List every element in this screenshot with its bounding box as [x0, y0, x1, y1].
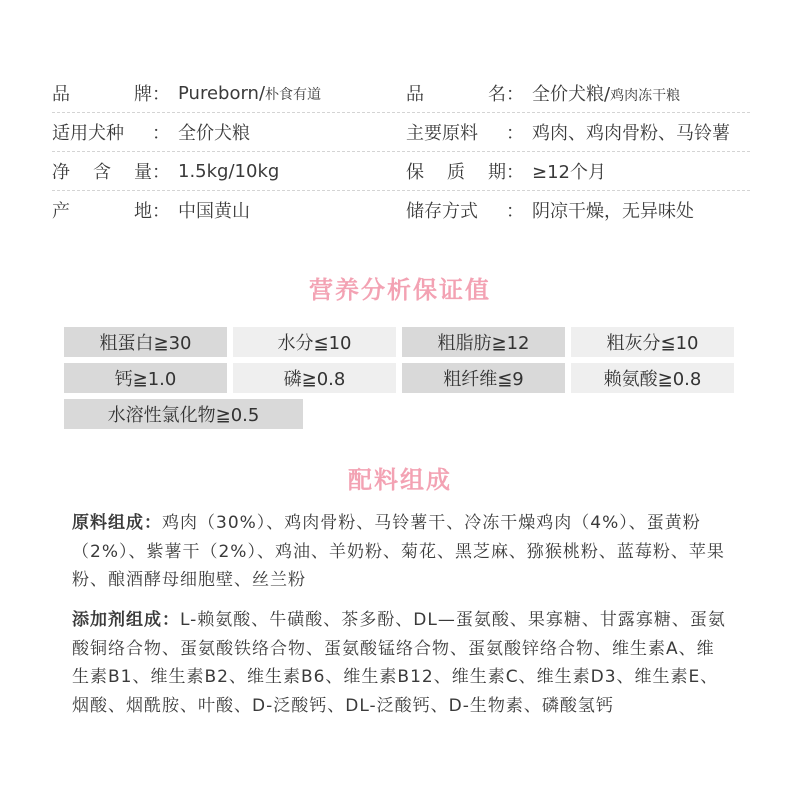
- info-value: [178, 83, 321, 104]
- info-cell-shelf-life: [406, 158, 750, 184]
- label-char: 期: [488, 162, 506, 183]
- info-cell-storage: [406, 197, 750, 223]
- info-label: [406, 197, 506, 223]
- nutrition-row: [64, 399, 736, 429]
- info-value: 全价犬粮: [178, 123, 250, 144]
- nutrition-row: [64, 327, 736, 357]
- label-char: 品: [406, 84, 424, 105]
- value-small-text: 朴食有道: [265, 86, 322, 103]
- info-row: [52, 113, 750, 152]
- additives-lead: 添加剂组成：: [72, 610, 180, 630]
- label-colon: ：: [152, 123, 170, 144]
- ingredients-text: 鸡肉（30%）、鸡肉骨粉、马铃薯干、冷冻干燥鸡肉（4%）、蛋黄粉（2%）、紫薯干（2%）、鸡油、羊奶粉、菊花、黑芝麻、猕猴桃粉、蓝莓粉、苹果粉、酿酒酵母细胞壁、丝兰粉: [72, 513, 725, 590]
- nutrition-cell: 磷≧0.8: [233, 363, 396, 393]
- info-cell-dog-type: [52, 119, 406, 145]
- nutrition-cell: 粗脂肪≧12: [402, 327, 565, 357]
- label-colon: ：: [152, 201, 170, 222]
- info-cell-product-name: [406, 80, 750, 106]
- ingredients-paragraph: [72, 509, 732, 595]
- ingredients-lead: 原料组成：: [72, 513, 162, 533]
- value-small-text: 鸡肉冻干粮: [610, 88, 681, 104]
- nutrition-cell: 粗灰分≦10: [571, 327, 734, 357]
- product-info-table: [52, 74, 750, 229]
- info-label: [406, 80, 506, 106]
- info-cell-origin: [52, 197, 406, 223]
- info-label: [52, 80, 152, 106]
- info-value: [532, 80, 680, 106]
- nutrition-cell: 钙≧1.0: [64, 363, 227, 393]
- info-value: 阴凉干燥，无异味处: [532, 201, 694, 222]
- value-text: 全价犬粮/: [532, 84, 611, 105]
- nutrition-cell: 粗蛋白≧30: [64, 327, 227, 357]
- info-value: 鸡肉、鸡肉骨粉、马铃薯: [532, 123, 730, 144]
- label-char: 量: [134, 162, 152, 183]
- nutrition-grid: [64, 327, 736, 435]
- nutrition-cell: 粗纤维≦9: [402, 363, 565, 393]
- info-cell-main-ingredients: [406, 119, 750, 145]
- info-label: [52, 197, 152, 223]
- label-char: 储存方式: [406, 201, 478, 222]
- nutrition-cell: 水分≦10: [233, 327, 396, 357]
- nutrition-row: [64, 363, 736, 393]
- nutrition-cell: 赖氨酸≧0.8: [571, 363, 734, 393]
- label-colon: ：: [152, 84, 170, 105]
- nutrition-title: 营养分析保证值: [309, 276, 491, 304]
- info-label: [406, 158, 506, 184]
- info-value: 1.5kg/10kg: [178, 160, 280, 182]
- nutrition-cell: 水溶性氯化物≧0.5: [64, 399, 303, 429]
- info-label: [406, 119, 506, 145]
- info-row: [52, 152, 750, 191]
- label-colon: ：: [506, 123, 524, 144]
- label-char: 主要原料: [406, 123, 478, 144]
- label-char: 质: [447, 162, 465, 183]
- info-label: [52, 158, 152, 184]
- info-cell-brand: [52, 80, 406, 106]
- label-char: 牌: [134, 84, 152, 105]
- info-row: [52, 191, 750, 229]
- label-char: 保: [406, 162, 424, 183]
- additives-text: L-赖氨酸、牛磺酸、茶多酚、DL—蛋氨酸、果寡糖、甘露寡糖、蛋氨酸铜络合物、蛋氨酸铁络合物、蛋氨酸锰络合物、蛋氨酸锌络合物、维生素A、维生素B1、维生素B2、维生素B6、维生素B12、维生素C、维生素D3、维生素E、烟酸、烟酰胺、叶酸、D-泛酸钙、DL-泛酸钙、D-生物素、磷酸氢钙: [72, 610, 726, 716]
- composition-title: 配料组成: [348, 466, 452, 494]
- info-row: [52, 74, 750, 113]
- additives-paragraph: [72, 606, 732, 720]
- label-char: 净: [52, 162, 70, 183]
- info-label: [52, 119, 152, 145]
- label-char: 地: [134, 201, 152, 222]
- label-char: 品: [52, 84, 70, 105]
- info-value: 中国黄山: [178, 201, 250, 222]
- label-colon: ：: [506, 201, 524, 222]
- label-char: 适用犬种: [52, 123, 124, 144]
- value-text: Pureborn/: [178, 82, 266, 104]
- label-char: 含: [93, 162, 111, 183]
- label-colon: ：: [152, 162, 170, 183]
- label-colon: ：: [506, 162, 524, 183]
- info-value: ≥12个月: [532, 162, 606, 183]
- label-char: 产: [52, 201, 70, 222]
- label-colon: ：: [506, 84, 524, 105]
- info-cell-net-weight: [52, 158, 406, 184]
- label-char: 名: [488, 84, 506, 105]
